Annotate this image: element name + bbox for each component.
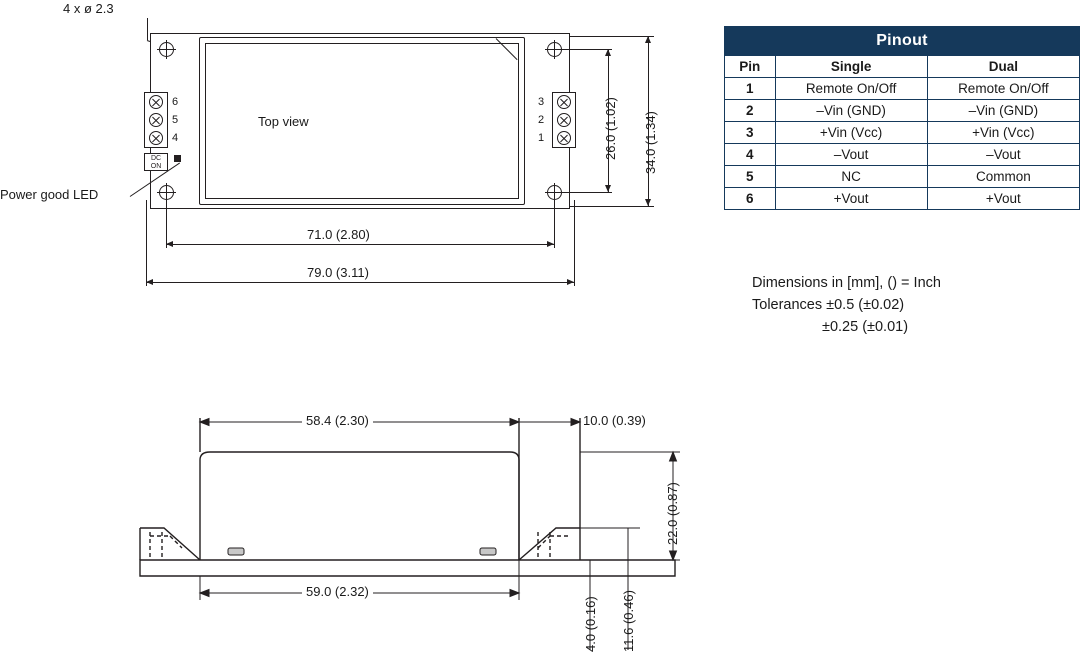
pin-single-function: Remote On/Off — [775, 78, 927, 100]
side-base-plate — [140, 560, 675, 576]
terminal-screw-3 — [557, 95, 571, 109]
side-dim-top-right-arrow — [571, 419, 580, 426]
dim-inner-width-line — [166, 244, 554, 245]
notes-line-3: ±0.25 (±0.01) — [822, 319, 909, 335]
pin-number: 1 — [725, 78, 776, 100]
side-flange-left — [140, 528, 200, 560]
mounting-hole-top-left — [159, 42, 174, 57]
pinout-header-dual: Dual — [927, 56, 1079, 78]
terminal-screw-1 — [557, 131, 571, 145]
pin-number: 4 — [725, 144, 776, 166]
pin-label-6: 6 — [172, 96, 179, 108]
side-dim-top-left-arrow-r — [510, 419, 519, 426]
dimension-notes — [752, 272, 941, 338]
pin-single-function: –Vin (GND) — [775, 100, 927, 122]
side-dim-bottom-arrow-r — [510, 590, 519, 597]
pin-label-4: 4 — [172, 132, 179, 144]
power-good-led — [174, 155, 181, 162]
side-dim-top-right-label: 10.0 (0.39) — [583, 413, 646, 428]
pin-single-function: +Vout — [775, 188, 927, 210]
notes-line-2: Tolerances ±0.5 (±0.02) — [752, 297, 905, 313]
side-pad-right — [480, 548, 496, 555]
dim-outer-width-line — [146, 282, 574, 283]
pin-number: 2 — [725, 100, 776, 122]
dc-on-marking — [144, 153, 168, 171]
dim-inner-height-label: 26.0 (1.02) — [603, 97, 618, 160]
terminal-screw-6 — [149, 95, 163, 109]
table-row — [725, 144, 1080, 166]
module-inner-body-inset — [205, 43, 519, 199]
dim-outer-width-arrow-left — [146, 279, 153, 285]
pin-label-3: 3 — [538, 96, 545, 108]
pin-dual-function: +Vin (Vcc) — [927, 122, 1079, 144]
pin-single-function: NC — [775, 166, 927, 188]
pin-label-1: 1 — [538, 132, 545, 144]
side-pad-left — [228, 548, 244, 555]
side-dim-top-left-arrow-l — [200, 419, 209, 426]
dim-outer-height-ext-top — [570, 36, 654, 37]
dim-outer-width-ext-right — [574, 200, 575, 286]
side-body-outline — [200, 452, 519, 560]
pin-single-function: +Vin (Vcc) — [775, 122, 927, 144]
dim-inner-height-arrow-top — [605, 49, 611, 56]
pin-dual-function: Common — [927, 166, 1079, 188]
dc-on-line2: ON — [150, 163, 162, 170]
pin-dual-function: –Vin (GND) — [927, 100, 1079, 122]
terminal-screw-2 — [557, 113, 571, 127]
dim-outer-height-label: 34.0 (1.34) — [643, 111, 658, 174]
top-view-label: Top view — [258, 114, 309, 129]
pin-dual-function: +Vout — [927, 188, 1079, 210]
side-dim-height-label: 22.0 (0.87) — [665, 482, 680, 545]
pinout-table-title: Pinout — [725, 27, 1080, 56]
hole-note-label: 4 x ø 2.3 — [63, 1, 114, 16]
dim-inner-width-label: 71.0 (2.80) — [303, 228, 374, 242]
side-dim-bottom-arrow-l — [200, 590, 209, 597]
dim-inner-width-arrow-left — [166, 241, 173, 247]
side-dim-top-left-label: 58.4 (2.30) — [302, 414, 373, 428]
pin-label-5: 5 — [172, 114, 179, 126]
dim-outer-width-ext-left — [146, 200, 147, 286]
pin-single-function: –Vout — [775, 144, 927, 166]
table-row — [725, 78, 1080, 100]
table-row — [725, 122, 1080, 144]
side-dim-small1-label: 4.0 (0.16) — [583, 596, 598, 652]
table-row — [725, 188, 1080, 210]
terminal-screw-5 — [149, 113, 163, 127]
side-dim-small2-label: 11.6 (0.46) — [621, 590, 636, 652]
dim-inner-width-ext-right — [554, 200, 555, 248]
side-view-drawing — [120, 400, 700, 650]
pin-number: 6 — [725, 188, 776, 210]
pin-dual-function: –Vout — [927, 144, 1079, 166]
pinout-header-single: Single — [775, 56, 927, 78]
pin-label-2: 2 — [538, 114, 545, 126]
dim-outer-width-arrow-right — [567, 279, 574, 285]
side-dim-h-arrow-bottom — [670, 551, 677, 560]
dc-on-line1: DC — [150, 155, 162, 162]
dim-outer-height-ext-bottom — [570, 206, 654, 207]
notes-line-1: Dimensions in [mm], () = Inch — [752, 275, 941, 291]
mounting-hole-bottom-left — [159, 185, 174, 200]
pinout-header-pin: Pin — [725, 56, 776, 78]
dim-outer-width-label: 79.0 (3.11) — [303, 266, 373, 280]
side-dim-bottom-label: 59.0 (2.32) — [302, 585, 373, 599]
pin-number: 5 — [725, 166, 776, 188]
table-row — [725, 100, 1080, 122]
dim-inner-height-ext-bottom — [560, 192, 612, 193]
hole-note-leader-vertical — [147, 18, 148, 40]
pin-number: 3 — [725, 122, 776, 144]
dim-outer-height-arrow-top — [645, 36, 651, 43]
pinout-table — [724, 26, 1080, 210]
pin-dual-function: Remote On/Off — [927, 78, 1079, 100]
power-good-led-label: Power good LED — [0, 187, 99, 202]
side-dim-h-arrow-top — [670, 452, 677, 461]
dim-inner-width-arrow-right — [547, 241, 554, 247]
dim-outer-height-arrow-bottom — [645, 199, 651, 206]
terminal-screw-4 — [149, 131, 163, 145]
dim-inner-height-arrow-bottom — [605, 185, 611, 192]
table-row — [725, 166, 1080, 188]
